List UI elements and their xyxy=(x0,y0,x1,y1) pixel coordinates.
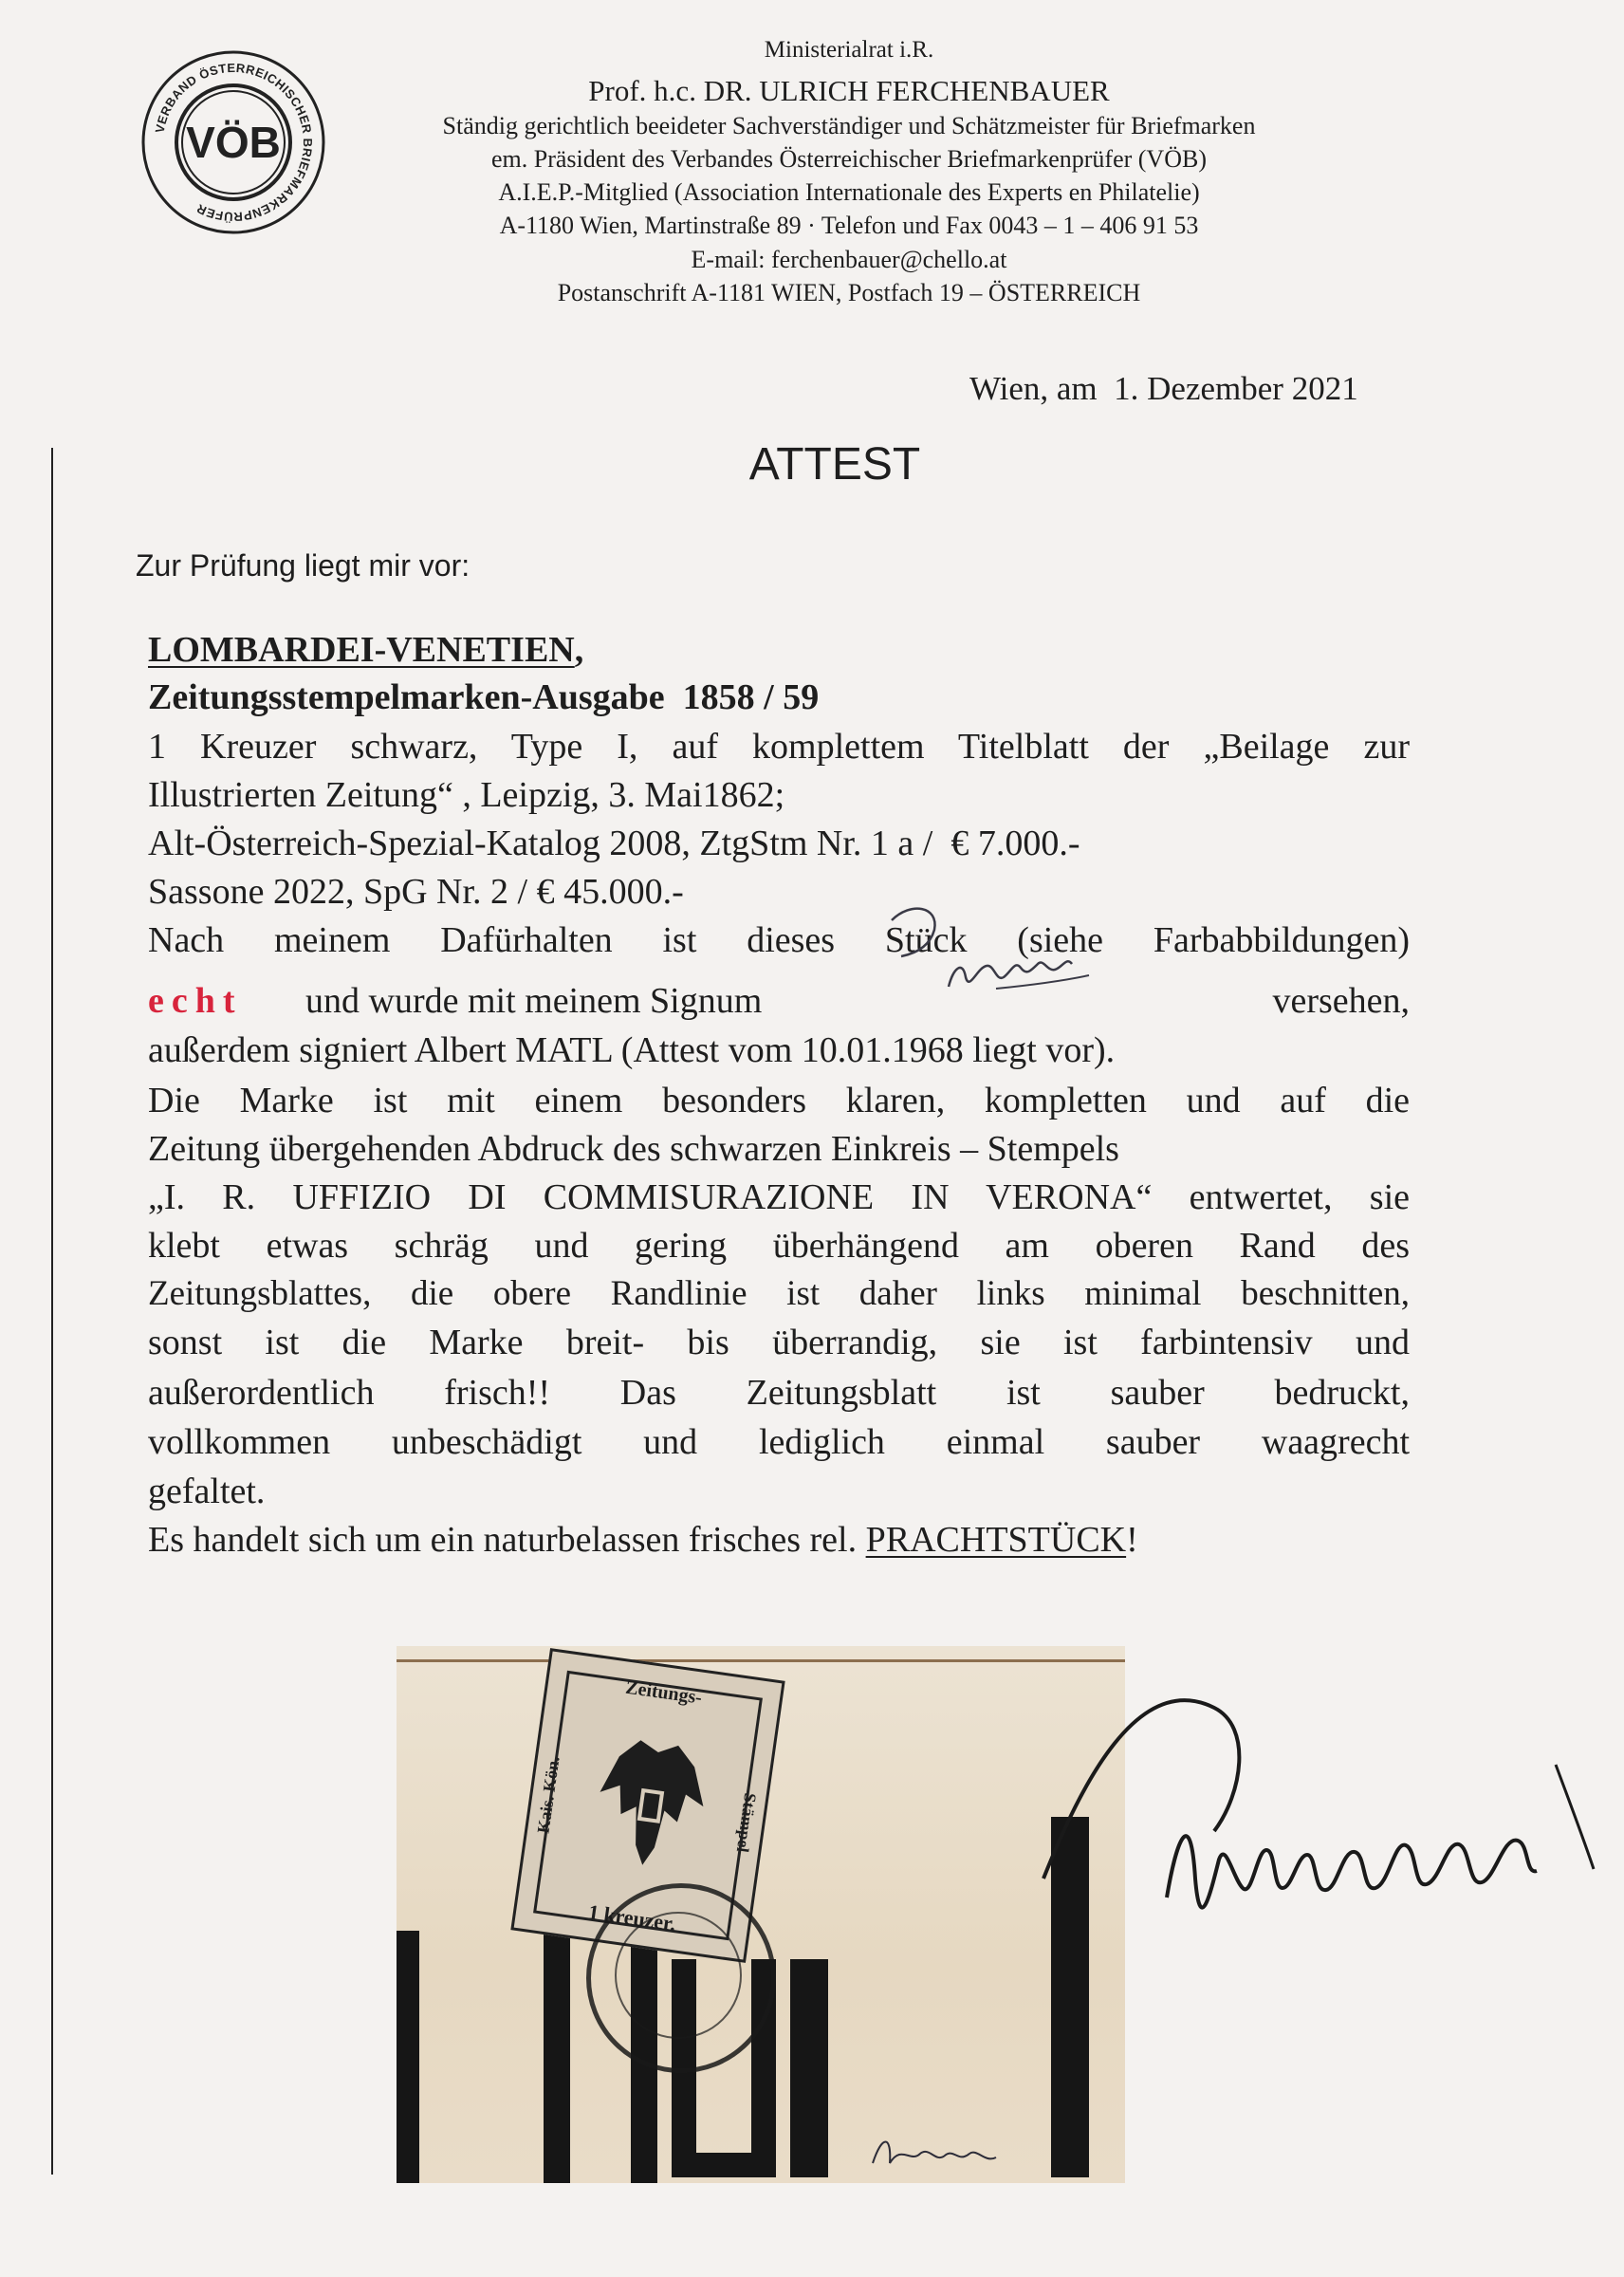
body-line-17 xyxy=(148,1522,1138,1558)
heading-issue: Zeitungsstempelmarken-Ausgabe 1858 / 59 xyxy=(148,677,820,717)
document-title: ATTEST xyxy=(748,439,921,490)
double-eagle-icon xyxy=(584,1726,717,1882)
verdict-echt: echt xyxy=(148,981,243,1021)
intro-text: Zur Prüfung liegt mir vor: xyxy=(136,548,471,583)
letterhead-line-5: A.I.E.P.-Mitglied (Association Internationale des Experts en Philatelie) xyxy=(498,178,1200,206)
body-line-6-text-b: versehen, xyxy=(1272,981,1410,1021)
margin-rule xyxy=(51,448,53,2175)
stamp-bottom-text: 1 kreuzer. xyxy=(586,1899,678,1936)
body-line-13: sonst ist die Marke breit- bis überrandig, sie ist farbintensiv und xyxy=(148,1323,1410,1362)
seal-ring-text: VERBAND ÖSTERREICHISCHER BRIEFMARKENPRÜFER xyxy=(152,60,316,225)
body-line-9: Zeitung übergehenden Abdruck des schwarzen Einkreis – Stempels xyxy=(148,1129,1119,1169)
cancellation-inner-circle xyxy=(615,1912,742,2039)
heading-region xyxy=(148,632,583,668)
body-line-3: Alt-Österreich-Spezial-Katalog 2008, ZtgStm Nr. 1 a / € 7.000.- xyxy=(148,824,1080,863)
body-line-7: außerdem signiert Albert MATL (Attest vom 10.01.1968 liegt vor). xyxy=(148,1030,1116,1070)
letterhead-title-line: Ministerialrat i.R. xyxy=(764,37,934,63)
stamp-top-text: Zeitungs- xyxy=(624,1676,704,1709)
body-line-1: 1 Kreuzer schwarz, Type I, auf komplettem Titelblatt der „Beilage zur xyxy=(148,727,1410,767)
body-line-17-text: Es handelt sich um ein naturbelassen frisches rel. xyxy=(148,1520,866,1560)
stamp-right-text: Stämpel xyxy=(732,1791,761,1854)
photo-signum xyxy=(863,2125,1006,2182)
body-line-12: Zeitungsblattes, die obere Randlinie ist daher links minimal beschnitten, xyxy=(148,1274,1410,1313)
body-line-4: Sassone 2022, SpG Nr. 2 / € 45.000.- xyxy=(148,872,684,912)
prachtstueck: PRACHTSTÜCK xyxy=(865,1520,1127,1560)
document-date: Wien, am 1. Dezember 2021 xyxy=(969,370,1358,407)
seal-center-text: VÖB xyxy=(186,118,281,167)
body-line-5: Nach meinem Dafürhalten ist dieses Stück (siehe Farbabbildungen) xyxy=(148,920,1410,960)
signum-signature xyxy=(844,901,1119,1015)
body-line-11: klebt etwas schräg und gering überhängend am oberen Rand des xyxy=(148,1226,1410,1266)
letterhead-postal: Postanschrift A-1181 WIEN, Postfach 19 – ÖSTERREICH xyxy=(557,279,1141,306)
body-line-10: „I. R. UFFIZIO DI COMMISURAZIONE IN VERONA“ entwertet, sie xyxy=(148,1177,1410,1217)
letterhead-email: E-mail: ferchenbauer@chello.at xyxy=(691,246,1007,273)
body-line-2: Illustrierten Zeitung“ , Leipzig, 3. Mai1862; xyxy=(148,775,785,815)
letterhead-line-3: Ständig gerichtlich beeideter Sachverständiger und Schätzmeister für Briefmarken xyxy=(442,112,1256,139)
newspaper-top-rule xyxy=(397,1659,1125,1662)
body-line-14: außerordentlich frisch!! Das Zeitungsblatt ist sauber bedruckt, xyxy=(148,1373,1410,1413)
expert-signature xyxy=(1024,1651,1613,2049)
stamp-left-text: Kais. Kön. xyxy=(533,1755,563,1835)
heading-region-comma: , xyxy=(574,630,584,670)
newspaper-blackletter-left xyxy=(397,1931,419,2183)
newspaper-blackletter-r xyxy=(790,1959,828,2177)
body-line-17-end: ! xyxy=(1126,1520,1138,1560)
body-line-15: vollkommen unbeschädigt und lediglich einmal sauber waagrecht xyxy=(148,1422,1410,1462)
body-line-6-text-a: und wurde mit meinem Signum xyxy=(305,981,763,1021)
body-line-16: gefaltet. xyxy=(148,1472,266,1511)
body-line-8: Die Marke ist mit einem besonders klaren, kompletten und auf die xyxy=(148,1081,1410,1120)
letterhead-address: A-1180 Wien, Martinstraße 89 · Telefon und Fax 0043 – 1 – 406 91 53 xyxy=(499,212,1199,239)
stamp-photo xyxy=(397,1646,1125,2183)
letterhead-line-4: em. Präsident des Verbandes Österreichischer Briefmarkenprüfer (VÖB) xyxy=(491,145,1207,173)
heading-region-text: LOMBARDEI-VENETIEN xyxy=(148,630,575,670)
letterhead-name: Prof. h.c. DR. ULRICH FERCHENBAUER xyxy=(588,74,1110,107)
